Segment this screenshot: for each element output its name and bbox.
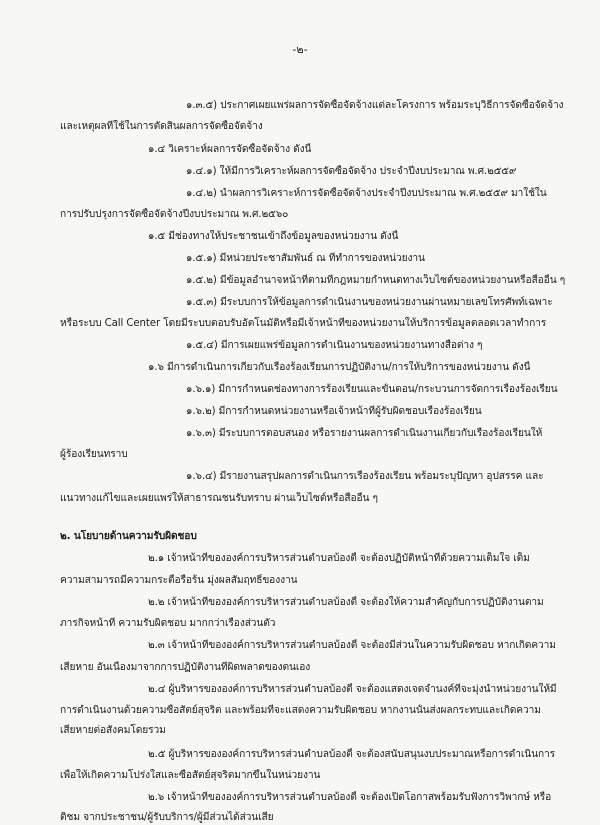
text-line: และเหตุผลที่ใช้ในการตัดสินผลการจัดซื้อจัดจ้าง	[60, 121, 263, 132]
text-line: ๒.๕ ผู้บริหารขององค์การบริหารส่วนตำบลบ้องตี้ จะต้องสนับสนุนงบประมาณหรือการดำเนินการ	[148, 749, 556, 760]
text-line: เพื่อให้เกิดความโปร่งใสและซื่อสัตย์สุจริตมากขึ้นในหน่วยงาน	[60, 770, 321, 781]
text-line: ๑.๕.๒) มีข้อมูลอำนาจหน้าที่ตามที่กฎหมายกำหนดทางเว็บไซต์ของหน่วยงานหรือสื่ออื่น ๆ	[186, 275, 566, 286]
text-line: ๑.๕.๓) มีระบบการให้ข้อมูลการดำเนินงานของหน่วยงานผ่านหมายเลขโทรศัพท์เฉพาะ	[186, 297, 553, 308]
text-line: ๒.๔ ผู้บริหารขององค์การบริหารส่วนตำบลบ้องตี้ จะต้องแสดงเจตจำนงค์ที่จะมุ่งนำหน่วยงานให้มี	[148, 684, 557, 695]
text-line: ความสามารถมีความกระตือรือร้น มุ่งผลสัมฤทธิ์ของงาน	[60, 575, 298, 586]
text-line: ๒.๑ เจ้าหน้าที่ขององค์การบริหารส่วนตำบลบ้องตี้ จะต้องปฏิบัติหน้าที่ด้วยความเต็มใจ เต็ม	[148, 553, 530, 564]
text-line: การดำเนินงานด้วยความซื่อสัตย์สุจริต และพร้อมที่จะแสดงความรับผิดชอบ หากงานนั้นส่งผลกระทบและเกิดความ	[60, 705, 541, 716]
text-line: ๑.๓.๕) ประกาศเผยแพร่ผลการจัดซื้อจัดจ้างแต่ละโครงการ พร้อมระบุวิธีการจัดซื้อจัดจ้าง	[186, 100, 564, 111]
text-line: เสียหาย อันเนื่องมาจากการปฏิบัติงานที่ผิดพลาดของตนเอง	[60, 662, 311, 673]
text-line: ผู้ร้องเรียนทราบ	[60, 449, 128, 460]
text-line: ๒.๖ เจ้าหน้าที่ขององค์การบริหารส่วนตำบลบ้องตี้ จะต้องเปิดโอกาสพร้อมรับฟังการวิพากษ์ หรือ	[148, 792, 552, 803]
text-line: ติชม จากประชาชน/ผู้รับบริการ/ผู้มีส่วนได้ส่วนเสีย	[60, 812, 274, 823]
text-line: ๑.๕ มีช่องทางให้ประชาชนเข้าถึงข้อมูลของหน่วยงาน ดังนี้	[148, 231, 399, 242]
text-line: ๑.๔ วิเคราะห์ผลการจัดซื้อจัดจ้าง ดังนี้	[148, 144, 312, 155]
text-line: ๑.๖.๒) มีการกำหนดหน่วยงานหรือเจ้าหน้าที่ผู้รับผิดชอบเรื่องร้องเรียน	[186, 406, 482, 417]
text-line: การปรับปรุงการจัดซื้อจัดจ้างปีงบประมาณ พ.ศ.๒๕๖๐	[60, 209, 289, 220]
text-line: ๑.๖.๔) มีรายงานสรุปผลการดำเนินการเรื่องร้องเรียน พร้อมระบุปัญหา อุปสรรค และ	[186, 471, 544, 482]
text-line: แนวทางแก้ไขและเผยแพร่ให้สาธารณชนรับทราบ ผ่านเว็บไซต์หรือสื่ออื่น ๆ	[60, 493, 378, 504]
text-line: ๑.๔.๒) นำผลการวิเคราะห์การจัดซื้อจัดจ้างประจำปีงบประมาณ พ.ศ.๒๕๕๙ มาใช้ใน	[186, 188, 547, 199]
text-line: หรือระบบ Call Center โดยมีระบบตอบรับอัตโนมัติหรือมีเจ้าหน้าที่ของหน่วยงานให้บริการข้อมูลตลอดเวลาทำการ	[60, 318, 547, 329]
text-line: ๒.๓ เจ้าหน้าที่ขององค์การบริหารส่วนตำบลบ้องตี้ จะต้องมีส่วนในความรับผิดชอบ หากเกิดความ	[148, 640, 556, 651]
text-line: ๑.๕.๑) มีหน่วยประชาสัมพันธ์ ณ ที่ทำการของหน่วยงาน	[186, 253, 425, 264]
text-line: ๑.๕.๔) มีการเผยแพร่ข้อมูลการดำเนินงานของหน่วยงานทางสื่อต่าง ๆ	[186, 340, 483, 351]
text-line: ๑.๖.๑) มีการกำหนดช่องทางการร้องเรียนและขั้นตอน/กระบวนการจัดการเรื่องร้องเรียน	[186, 384, 558, 395]
text-line: ๑.๖ มีการดำเนินการเกี่ยวกับเรื่องร้องเรียนการปฏิบัติงาน/การให้บริการของหน่วยงาน ดังนี้	[148, 362, 531, 373]
text-line: เสียหายต่อสังคมโดยรวม	[60, 725, 166, 736]
text-line: ภารกิจหน้าที่ ความรับผิดชอบ มากกว่าเรื่องส่วนตัว	[60, 618, 276, 629]
section-heading: ๒. นโยบายด้านความรับผิดชอบ	[60, 531, 197, 542]
text-line: ๑.๔.๑) ให้มีการวิเคราะห์ผลการจัดซื้อจัดจ้าง ประจำปีงบประมาณ พ.ศ.๒๕๕๙	[186, 166, 517, 177]
text-line: ๑.๖.๓) มีระบบการตอบสนอง หรือรายงานผลการดำเนินงานเกี่ยวกับเรื่องร้องเรียนให้	[186, 428, 543, 439]
page-number: -๒-	[292, 43, 308, 56]
text-line: ๒.๒ เจ้าหน้าที่ขององค์การบริหารส่วนตำบลบ้องตี้ จะต้องให้ความสำคัญกับการปฏิบัติงานตาม	[148, 597, 544, 608]
